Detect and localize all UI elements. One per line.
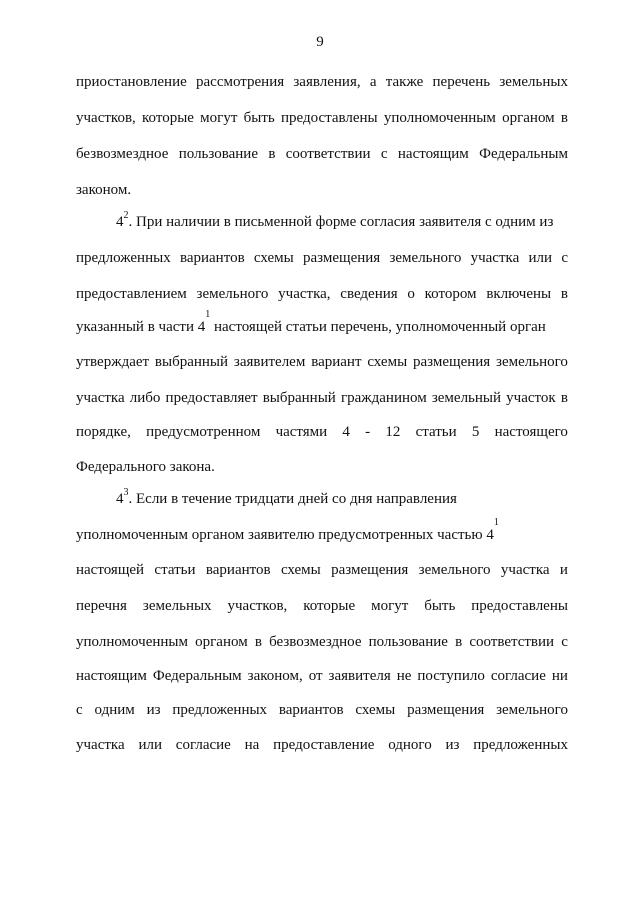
text-segment: . При наличии в письменной форме согласия заявителя с одним из — [128, 214, 554, 230]
paragraph-2-line-4 — [76, 309, 568, 337]
text-line: приостановление рассмотрения заявления, а также перечень земельных — [76, 74, 568, 90]
paragraph-label: $4^2$ — [116, 210, 129, 230]
text-line: предоставлением земельного участка, сведения о котором включены в — [76, 286, 568, 302]
text-segment: . Если в течение тридцати дней со дня направления — [128, 491, 457, 507]
text-segment: настоящей статьи перечень, уполномоченный орган — [210, 319, 546, 335]
text-line: с одним из предложенных вариантов схемы размещения земельного — [76, 702, 568, 718]
superscript: 1 — [205, 309, 211, 320]
text-segment: уполномоченным органом заявителю предусмотренных частью 4 — [76, 527, 494, 543]
text-line: утверждает выбранный заявителем вариант схемы размещения земельного — [76, 354, 568, 370]
text-line: безвозмездное пользование в соответствии с настоящим Федеральным — [76, 146, 568, 162]
text-line: перечня земельных участков, которые могут быть предоставлены — [76, 598, 568, 614]
page-number: 9 — [316, 34, 324, 50]
text-line: Федерального закона. — [76, 459, 215, 475]
text-line: настоящей статьи вариантов схемы размещения земельного участка и — [76, 562, 568, 578]
text-line: законом. — [76, 182, 132, 198]
text-line: уполномоченным органом в безвозмездное пользование в соответствии с — [76, 634, 568, 650]
paragraph-label: $4^3$ — [116, 487, 129, 507]
paragraph-2-first-line — [116, 212, 568, 232]
superscript: 1 — [493, 517, 499, 528]
text-line: предложенных вариантов схемы размещения земельного участка или с — [76, 250, 568, 266]
paragraph-3-first-line — [116, 489, 568, 509]
text-segment: указанный в части 4 — [76, 319, 206, 335]
text-line: порядке, предусмотренном частями 4 - 12 статьи 5 настоящего — [76, 424, 568, 440]
text-line: настоящим Федеральным законом, от заявителя не поступило согласие ни — [76, 668, 568, 684]
text-line: участка или согласие на предоставление одного из предложенных — [76, 737, 568, 753]
text-line: участков, которые могут быть предоставлены уполномоченным органом в — [76, 110, 568, 126]
text-line: участка либо предоставляет выбранный гражданином земельный участок в — [76, 390, 568, 406]
paragraph-3-line-2 — [76, 517, 568, 545]
